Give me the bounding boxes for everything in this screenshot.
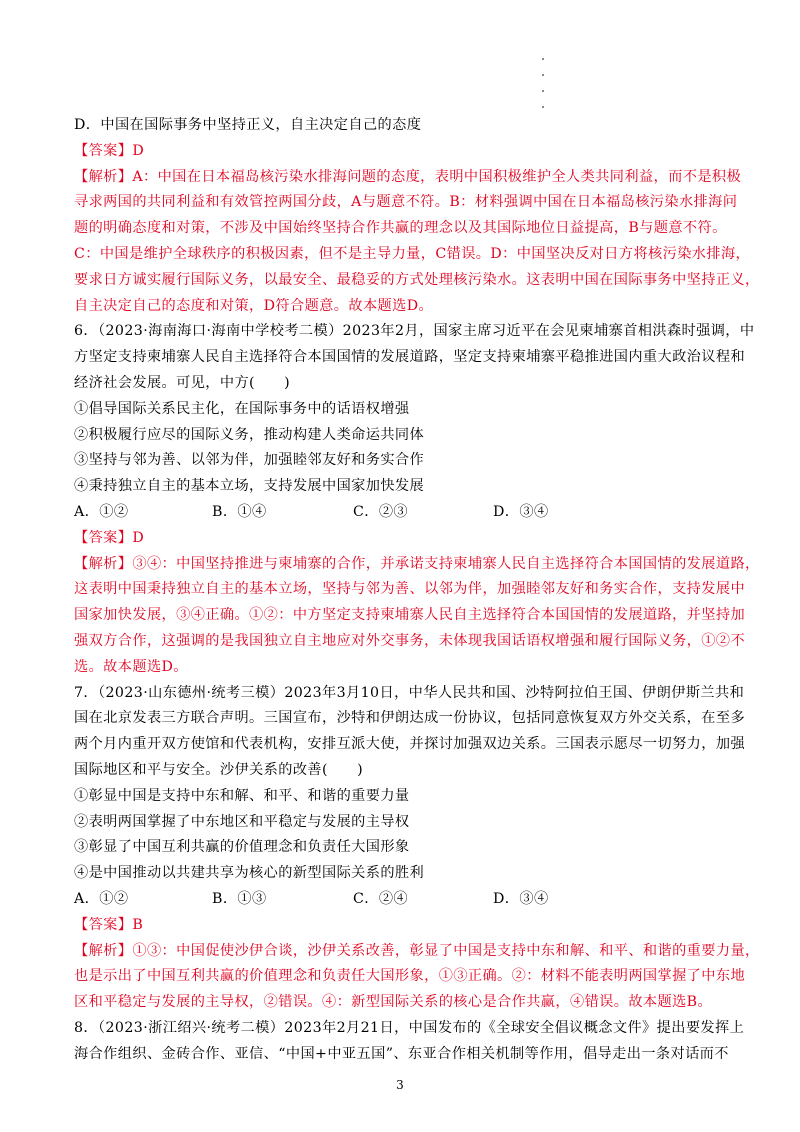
text-line: 这表明中国秉持独立自主的基本立场，坚持与邻为善、以邻为伴，加强睦邻友好和务实合作，支持发展中	[74, 581, 746, 598]
text-line: 【解析】①③：中国促使沙伊合谈，沙伊关系改善，彰显了中国是支持中东和解、和平、和谐的重要力量，	[74, 942, 760, 959]
option-a: A．①②	[74, 503, 129, 520]
text-line: 选。故本题选D。	[74, 658, 188, 675]
text-line: ③彰显了中国互利共赢的价值理念和负责任大国形象	[74, 839, 410, 856]
text-line: 【答案】D	[74, 529, 145, 546]
text-line: 8．（2023·浙江绍兴·统考二模）2023年2月21日，中国发布的《全球安全倡议概念文件》提出要发挥上	[74, 1019, 745, 1036]
text-line: ④是中国推动以共建共享为核心的新型国际关系的胜利	[74, 865, 425, 882]
option-b: B．①④	[212, 503, 267, 520]
option-d: D．③④	[493, 890, 549, 907]
text-line: 两个月内重开双方使馆和代表机构，安排互派大使，并探讨加强双边关系。三国表示愿尽一切努力，加强	[74, 736, 746, 753]
answer-block	[74, 165, 760, 320]
text-line: 要求日方诚实履行国际义务，以最安全、最稳妥的方式处理核污染水。这表明中国在国际事务中坚持正义，	[74, 271, 760, 288]
text-line: 国家加快发展，③④正确。①②：中方坚定支持柬埔寨人民自主选择符合本国国情的发展道路，并坚持加	[74, 607, 746, 624]
option-c: C．②④	[353, 890, 409, 907]
answer-block	[74, 939, 760, 1016]
text-line: 强双方合作，这强调的是我国独立自主地应对外交事务，未体现我国话语权增强和履行国际义务，①②不	[74, 632, 746, 649]
question-block	[74, 113, 734, 139]
question-block	[74, 319, 755, 500]
text-line: D．中国在国际事务中坚持正义，自主决定自己的态度	[74, 117, 422, 133]
text-line: 【答案】B	[74, 916, 144, 933]
answer-options	[74, 500, 734, 526]
text-line: 也是示出了中国互利共赢的价值理念和负责任大国形象，①③正确。②：材料不能表明两国掌握了中东地	[74, 968, 746, 985]
page-number: 3	[396, 1078, 404, 1092]
text-line: 国在北京发表三方联合声明。三国宣布，沙特和伊朗达成一份协议，包括同意恢复双方外交关系，在至多	[74, 710, 746, 727]
text-line: ②积极履行应尽的国际义务，推动构建人类命运共同体	[74, 426, 425, 443]
text-line: 题的明确态度和对策，不涉及中国始终坚持合作共赢的理念以及其国际地位日益提高，B与题意不符。	[74, 220, 727, 237]
answer-block	[74, 552, 760, 681]
text-line: 自主决定自己的态度和对策，D符合题意。故本题选D。	[74, 297, 434, 314]
text-line: C：中国是维护全球秩序的积极因素，但不是主导力量，C错误。D：中国坚决反对日方将核污染水排海，	[74, 245, 751, 262]
answer-block	[74, 913, 734, 939]
text-line: ①彰显中国是支持中东和解、和平、和谐的重要力量	[74, 787, 410, 804]
text-line: ①倡导国际关系民主化，在国际事务中的话语权增强	[74, 400, 410, 417]
text-line: 方坚定支持柬埔寨人民自主选择符合本国国情的发展道路，坚定支持柬埔寨平稳推进国内重大政治议程和	[74, 349, 746, 366]
option-a: A．①②	[74, 890, 129, 907]
text-line: ②表明两国掌握了中东地区和平稳定与发展的主导权	[74, 813, 410, 830]
text-line: 6．（2023·海南海口·海南中学校考二模）2023年2月，国家主席习近平在会见柬埔寨首相洪森时强调，中	[74, 323, 755, 340]
answer-block	[74, 526, 734, 552]
text-line: 区和平稳定与发展的主导权，②错误。④：新型国际关系的核心是合作共赢，④错误。故本题选B。	[74, 994, 713, 1011]
text-line: 经济社会发展。可见，中方( )	[74, 374, 291, 391]
answer-block	[74, 139, 734, 165]
text-line: 7．（2023·山东德州·统考三模）2023年3月10日，中华人民共和国、沙特阿拉伯王国、伊朗伊斯兰共和	[74, 684, 745, 701]
text-line: 【答案】D	[74, 142, 145, 159]
text-line: 海合作组织、金砖合作、亚信、“中国+中亚五国”、东亚合作相关机制等作用，倡导走出一条对话而不	[74, 1045, 729, 1062]
option-c: C．②③	[353, 503, 409, 520]
text-line: ④秉持独立自主的基本立场，支持发展中国家加快发展	[74, 478, 425, 495]
text-line: 【解析】A：中国在日本福岛核污染水排海问题的态度，表明中国积极维护全人类共同利益，而不是积极	[74, 168, 742, 185]
question-block	[74, 681, 746, 887]
text-line: 【解析】③④：中国坚持推进与柬埔寨的合作，并承诺支持柬埔寨人民自主选择符合本国国情的发展道路，	[74, 555, 760, 572]
option-d: D．③④	[493, 503, 549, 520]
text-line: ③坚持与邻为善、以邻为伴，加强睦邻友好和务实合作	[74, 452, 425, 469]
text-line: 寻求两国的共同利益和有效管控两国分歧，A与题意不符。B：材料强调中国在日本福岛核污染水排海问	[74, 194, 738, 211]
text-line: 国际地区和平与安全。沙伊关系的改善( )	[74, 761, 364, 778]
answer-options	[74, 887, 734, 913]
question-block	[74, 1016, 745, 1068]
option-b: B．①③	[212, 890, 267, 907]
document-body	[74, 113, 760, 1067]
